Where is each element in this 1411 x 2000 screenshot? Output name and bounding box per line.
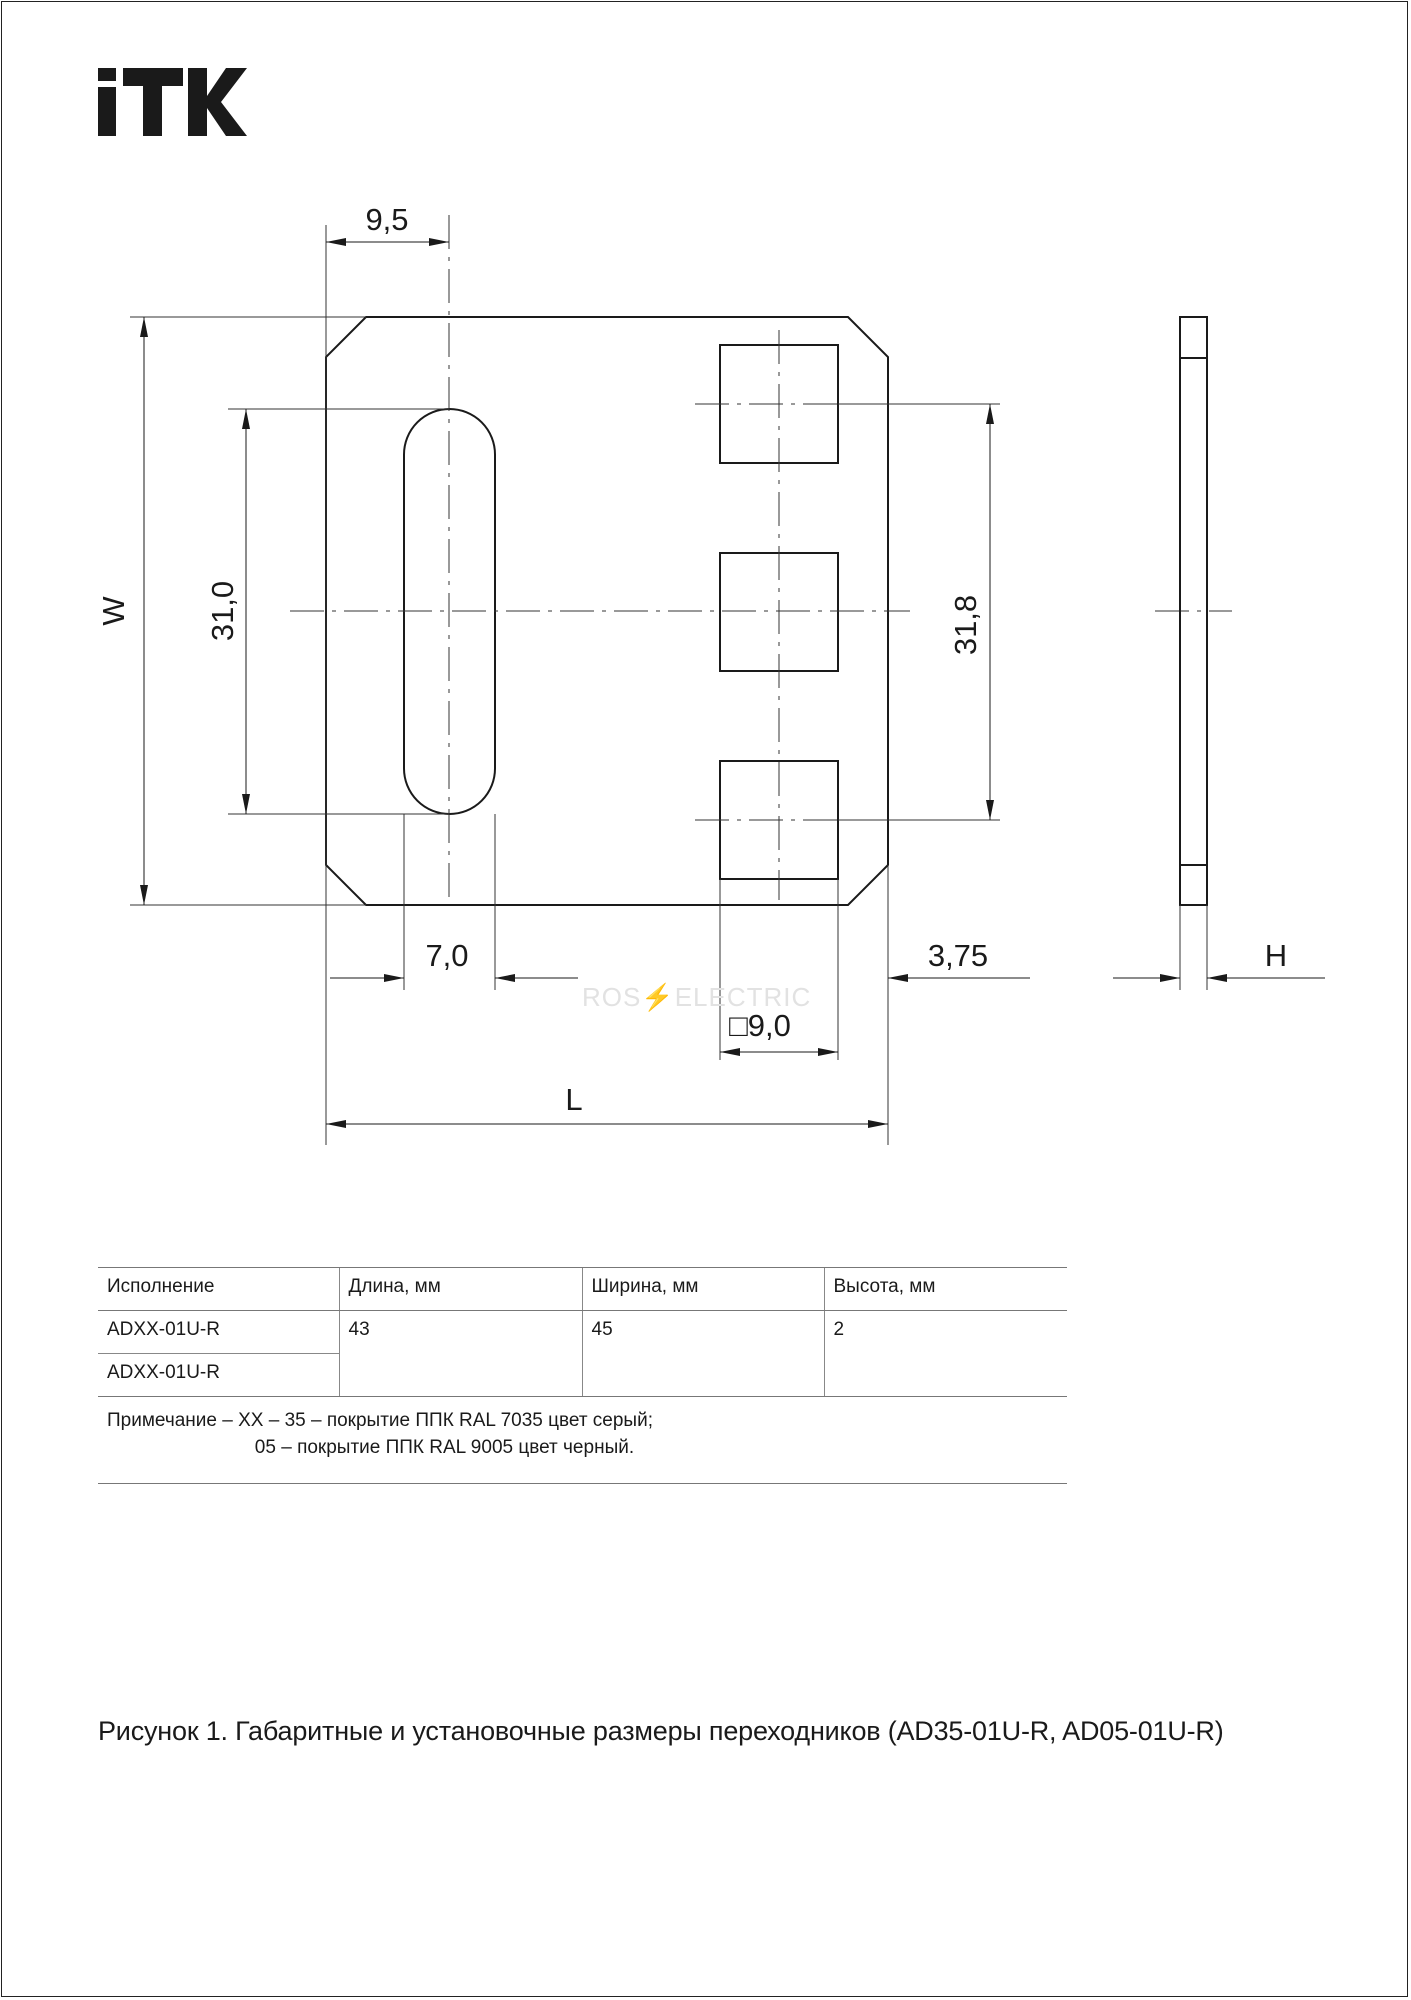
table-header — [98, 1268, 1067, 1311]
center-lines — [290, 215, 1232, 905]
figure-caption: Рисунок 1. Габаритные и установочные размеры переходников (AD35-01U-R, AD05-01U-R) — [98, 1716, 1224, 1746]
header-length: Длина, мм — [339, 1268, 582, 1311]
length-cell: 43 — [339, 1311, 582, 1397]
note-cell — [98, 1397, 1067, 1484]
dim-slot-offset: 9,5 — [365, 202, 409, 237]
dim-holes-span: 31,8 — [948, 594, 983, 656]
variant-cell: ADXX-01U-R — [98, 1354, 339, 1397]
note-row — [98, 1397, 1067, 1484]
header-width: Ширина, мм — [582, 1268, 824, 1311]
note-line: 05 – покрытие ППК RAL 9005 цвет черный. — [107, 1437, 635, 1458]
variant-cell: ADXX-01U-R — [98, 1311, 339, 1354]
dim-height: H — [1264, 938, 1288, 973]
table-row — [98, 1311, 1067, 1354]
height-cell: 2 — [824, 1311, 1067, 1397]
header-height: Высота, мм — [824, 1268, 1067, 1311]
dim-hole-size: □9,0 — [729, 1008, 791, 1043]
width-cell: 45 — [582, 1311, 824, 1397]
note-line: Примечание – ХХ – 35 – покрытие ППК RAL 7035 цвет серый; — [107, 1410, 653, 1431]
dim-length: L — [565, 1082, 583, 1117]
dim-width: W — [96, 596, 131, 626]
dim-hole-edge: 3,75 — [927, 938, 989, 973]
watermark: ROS⚡ELECTRIC — [582, 982, 812, 1012]
dim-slot-width: 7,0 — [425, 938, 469, 973]
header-variant: Исполнение — [98, 1268, 339, 1311]
spec-table — [98, 1267, 1067, 1484]
dim-slot-length: 31,0 — [205, 580, 240, 642]
